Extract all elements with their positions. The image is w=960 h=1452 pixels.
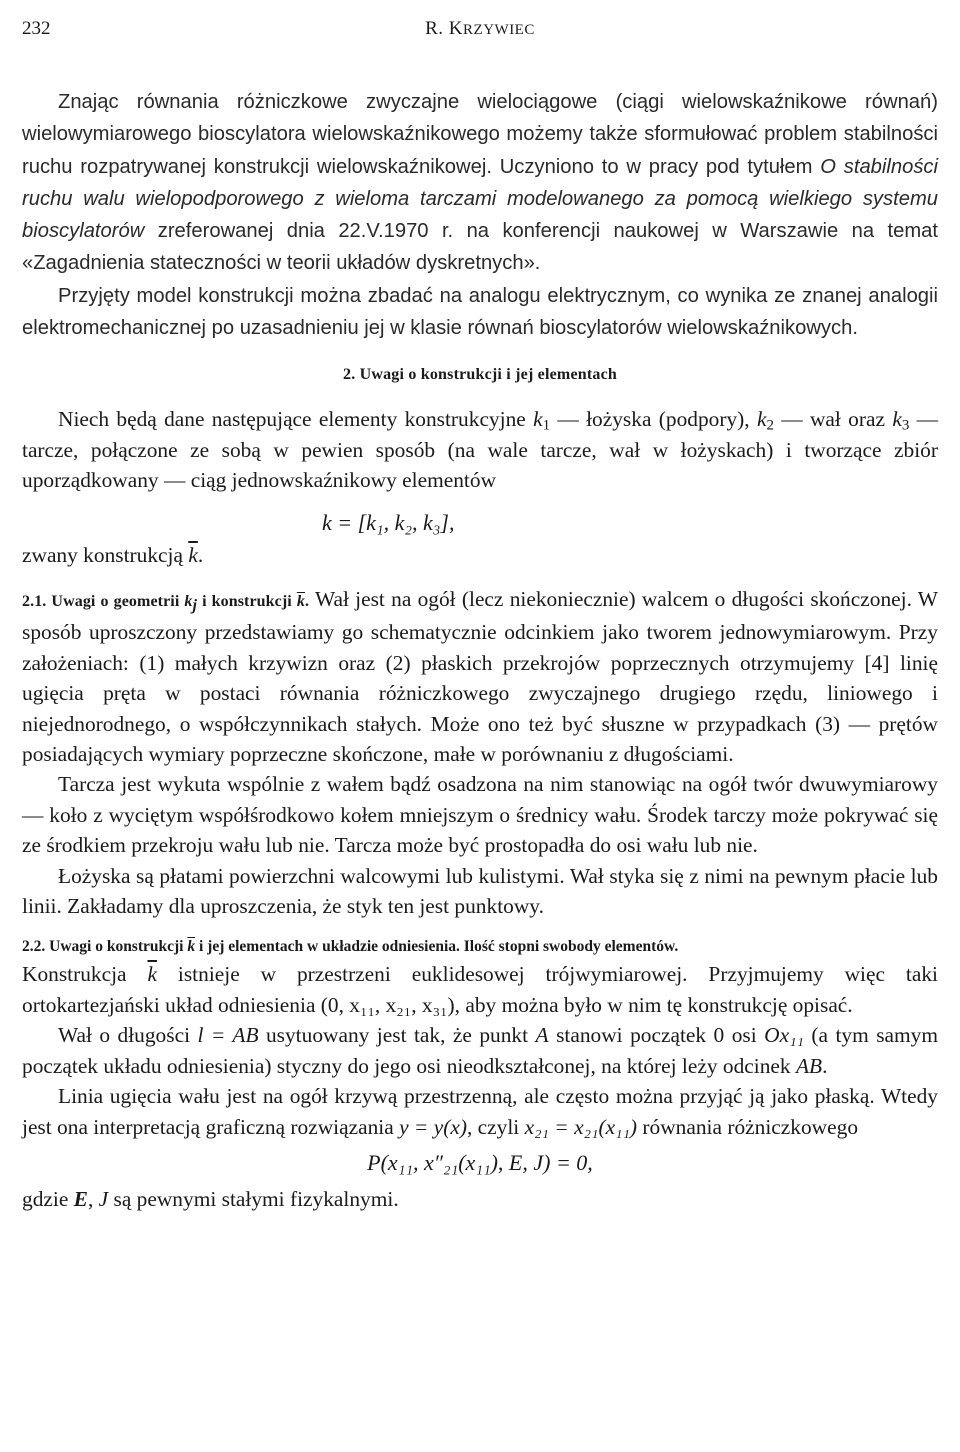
heading-text: 2.2. Uwagi o konstrukcji bbox=[22, 938, 188, 956]
math-inline: x₂₁ = x₂₁(x₁₁) bbox=[524, 1114, 638, 1139]
body-text: gdzie bbox=[22, 1186, 74, 1211]
math-inline: J bbox=[98, 1186, 109, 1211]
symbol-subscript: j bbox=[192, 597, 198, 614]
symbol-k-bar: $\overline{k}$ bbox=[147, 962, 157, 987]
body-text: Linia ugięcia wału jest na ogół krzywą przestrzenną, ale często można przyjąć ją jako płaską. Wtedy jest ona interpretacją graficzną rozwiązania bbox=[22, 1084, 938, 1139]
math-inline: E bbox=[73, 1186, 88, 1211]
section-heading-2: 2. Uwagi o konstrukcji i jej elementach bbox=[343, 366, 617, 384]
symbol-subscript: 1 bbox=[542, 418, 551, 435]
running-title bbox=[22, 18, 938, 40]
symbol-k-bar: $\overline{k}$ bbox=[296, 593, 305, 610]
math-inline: l = AB bbox=[197, 1023, 259, 1048]
body-text: istnieje w przestrzeni euklidesowej trójwymiarowej. Przyjmujemy więc taki ortokartezjański układ odniesienia (0, x₁₁, x₂₁, x₃₁), aby można było w nim tę konstrukcję opisać. bbox=[22, 962, 938, 1017]
body-text: Wał o długości bbox=[58, 1023, 198, 1048]
body-text: — tarcze, połączone ze sobą w pewien sposób (na wale tarcze, wał w łożyskach) i tworzące zbiór uporządkowany — ciąg jednowskaźnikowy elementów bbox=[22, 407, 939, 493]
math-inline: A bbox=[535, 1023, 549, 1048]
body-text: zwany konstrukcją bbox=[22, 542, 189, 567]
section21-paragraph-3: Łożyska są płatami powierzchni walcowymi lub kulistymi. Wał styka się z nimi na pewnym płacie lub linii. Zakładamy dla uproszczenia, że styk ten jest punktowy. bbox=[22, 863, 938, 919]
formula-differential-equation: P(x₁₁, x″₂₁(x₁₁), E, J) = 0, bbox=[367, 1149, 593, 1175]
body-text: . bbox=[822, 1053, 828, 1078]
symbol-subscript: 2 bbox=[766, 418, 774, 435]
body-text: . bbox=[197, 542, 204, 567]
running-title-rest: RZYWIEC bbox=[463, 22, 535, 38]
math-inline: Ox₁₁ bbox=[764, 1023, 804, 1048]
cited-title: O stabilności ruchu walu wielopodporowego z wieloma tarczami modelowanego za pomocą wielkiego systemu bioscylatorów bbox=[22, 155, 938, 243]
running-title-initial: R. K bbox=[425, 18, 464, 39]
intro-paragraph-1 bbox=[22, 86, 938, 280]
body-text: usytuowany jest tak, że punkt bbox=[258, 1023, 536, 1048]
body-text: są pewnymi stałymi fizykalnymi. bbox=[108, 1186, 399, 1211]
after-formula-line bbox=[22, 540, 938, 570]
body-text: — łożyska (podpory), bbox=[550, 407, 757, 432]
body-text: (a tym samym początek układu odniesienia) styczny do jego osi nieodkształconej, na której leży odcinek bbox=[22, 1023, 939, 1078]
running-head bbox=[22, 14, 938, 54]
body-text: , bbox=[87, 1186, 99, 1211]
section22-paragraph-1 bbox=[22, 959, 938, 1020]
section22-paragraph-3 bbox=[22, 1081, 938, 1142]
section21-paragraph-2: Tarcza jest wykuta wspólnie z wałem bądź osadzona na nim stanowiąc na ogół twór dwuwymiarowy — koło z wyciętym współśrodkowo kołem mniejszym o średnicy wału. Środek tarczy może pokrywać się ze środkiem przekroju wału lub nie. Tarcza może być prostopadła do osi wału lub nie. bbox=[22, 772, 938, 858]
section22-paragraph-2 bbox=[22, 1020, 938, 1081]
subsection-heading-2-1: i konstrukcji bbox=[197, 593, 297, 610]
intro-text: Znając równania różniczkowe zwyczajne wielociągowe (ciągi wielowskaźnikowe równań) wielowymiarowego bioscylatora wielowskaźnikowego możemy także sformułować problem stabilności ruchu rozpatrywanej konstrukcji wielowskaźnikowej. Uczyniono to w pracy pod tytułem bbox=[22, 91, 938, 178]
body-text: Wał jest na ogół (lecz niekoniecznie) walcem o długości skończonej. W sposób uproszczony przedstawiamy go schematycznie odcinkiem jako tworem jednowymiarowym. Przy założeniach: (1) małych krzywizn oraz (2) płaskich przekrojów poprzecznych otrzymujemy [4] linię ugięcia pręta w postaci równania różniczkowego zwyczajnego drugiego rzędu, liniowego i niejednorodnego, o współczynnikach stałych. Może ono też być słuszne w przypadkach (3) — prętów posiadających wymiary poprzeczne skończone, małe w porównaniu z długościami. bbox=[22, 587, 938, 767]
subsection-heading-2-1: . bbox=[304, 593, 310, 610]
symbol-k: k bbox=[533, 407, 543, 432]
body-text: Konstrukcja bbox=[22, 962, 148, 987]
section2-paragraph-1 bbox=[22, 404, 938, 495]
intro-text: zreferowanej dnia 22.V.1970 r. na konferencji naukowej w Warszawie na temat «Zagadnienia stateczności w teorii układów dyskretnych». bbox=[22, 220, 938, 275]
final-line bbox=[22, 1184, 938, 1214]
body-text: Niech będą dane następujące elementy konstrukcyjne bbox=[58, 407, 534, 432]
math-inline: y = y(x) bbox=[399, 1114, 467, 1139]
body-text: równania różniczkowego bbox=[637, 1114, 859, 1139]
intro-paragraph-2: Przyjęty model konstrukcji można zbadać na analogu elektrycznym, co wynika ze znanej analogii elektromechanicznej po uzasadnieniu jej w klasie równań bioscylatorów wielowskaźnikowych. bbox=[22, 284, 938, 340]
page-number: 232 bbox=[22, 18, 51, 39]
symbol-k: k bbox=[892, 407, 902, 432]
symbol-k-bar: $\overline{k}$ bbox=[187, 938, 196, 956]
subsection-heading-2-1: 2.1. Uwagi o geometrii bbox=[22, 593, 185, 610]
symbol-k-bar: $\overline{k}$ bbox=[188, 542, 198, 567]
body-text: stanowi początek 0 osi bbox=[548, 1023, 765, 1048]
symbol-k: k bbox=[756, 407, 767, 432]
symbol-k: k bbox=[184, 593, 193, 610]
formula-k-definition: k = [k₁, k₂, k₃], bbox=[322, 509, 455, 535]
math-inline: AB bbox=[795, 1053, 823, 1078]
heading-text: i jej elementach w układzie odniesienia. Ilość stopni swobody elementów. bbox=[195, 938, 679, 956]
symbol-subscript: 3 bbox=[901, 418, 910, 435]
body-text: , czyli bbox=[466, 1114, 525, 1139]
subsection-heading-2-2 bbox=[22, 935, 938, 959]
section21-paragraph-1 bbox=[22, 584, 938, 769]
body-text: — wał oraz bbox=[773, 407, 893, 432]
